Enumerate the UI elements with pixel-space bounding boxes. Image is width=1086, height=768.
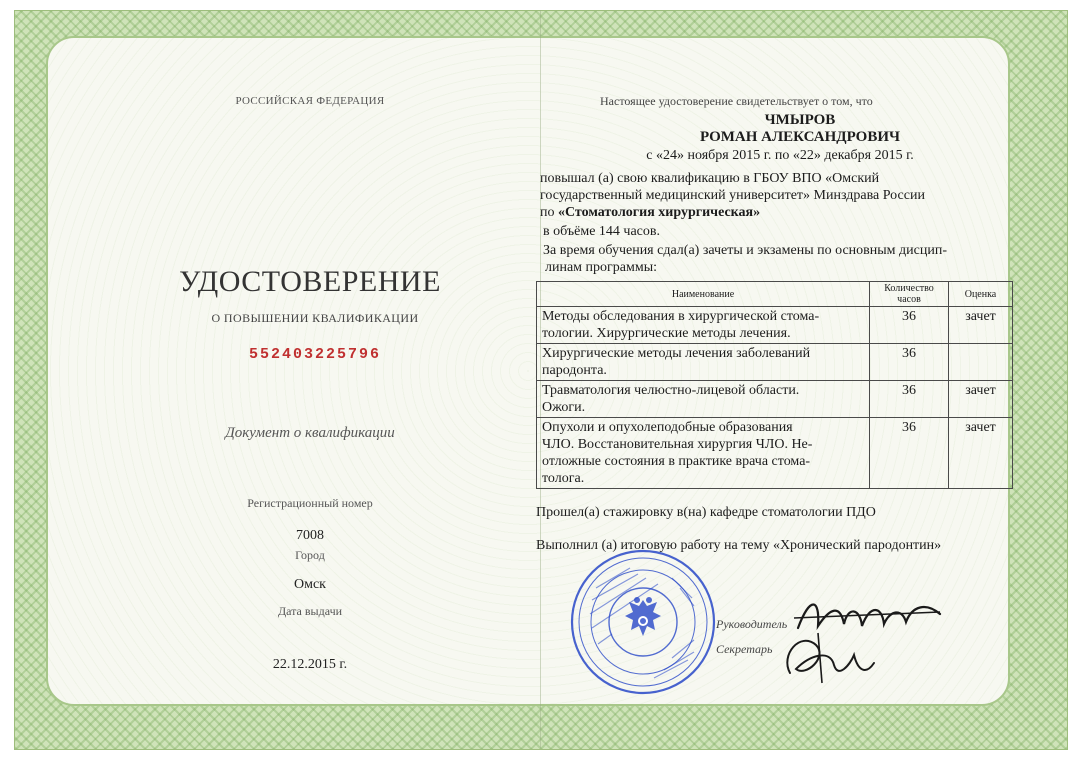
table-header-row [537,282,1013,307]
training-period: с «24» ноября 2015 г. по «22» декабря 2015 г. [646,148,914,163]
serial-number: 552403225796 [248,346,382,363]
certificate-intro: Настоящее удостоверение свидетельствует о том, что [600,94,873,108]
thesis-statement: Выполнил (а) итоговую работу на тему «Хронический пародонтин» [536,538,942,553]
federation-label: РОССИЙСКАЯ ФЕДЕРАЦИЯ [235,95,385,107]
issue-date-value: 22.12.2015 г. [272,657,348,672]
program-prefix: по [540,205,558,220]
exams-line-2: линам программы: [545,260,658,275]
discipline-name [537,381,870,418]
program-name: «Стоматология хирургическая» [558,205,761,220]
qualification-line-1: повышал (а) свою квалификацию в ГБОУ ВПО «Омский [540,171,880,186]
column-header-hours: Количество часов [870,282,949,307]
discipline-name [537,344,870,381]
disciplines-table [536,281,1013,489]
table-row [537,381,1013,418]
discipline-name-line: Травматология челюстно-лицевой области. [542,383,800,398]
document-type-label: Документ о квалификации [225,425,395,441]
discipline-grade [949,344,1013,381]
table-row [537,307,1013,344]
registration-number-label: Регистрационный номер [247,496,373,510]
discipline-grade: зачет [949,307,1013,344]
column-header-name: Наименование [537,282,870,307]
discipline-name-line: Опухоли и опухолеподобные образования [542,420,793,435]
discipline-name-line: Ожоги. [542,400,586,415]
program-hours: в объёме 144 часов. [543,224,660,239]
head-signature-label: Руководитель [716,617,788,631]
secretary-signature [770,625,880,690]
certificate-title: УДОСТОВЕРЕНИЕ [179,265,441,298]
discipline-hours: 36 [870,418,949,489]
secretary-signature-label: Секретарь [716,642,773,656]
holder-name: РОМАН АЛЕКСАНДРОВИЧ [700,129,900,145]
qualification-line-2: государственный медицинский университет» Минздрава России [540,188,925,203]
registration-number-value: 7008 [296,528,324,543]
discipline-name-line: ЧЛО. Восстановительная хирургия ЧЛО. Не- [542,437,813,452]
discipline-name-line: тологии. Хирургические методы лечения. [542,326,791,341]
discipline-hours: 36 [870,381,949,418]
column-header-grade: Оценка [949,282,1013,307]
discipline-name-line: Хирургические методы лечения заболеваний [542,346,811,361]
exams-statement [543,242,1013,276]
city-value: Омск [294,577,326,592]
official-stamp-seal [568,548,718,696]
city-label: Город [295,548,325,562]
discipline-hours: 36 [870,307,949,344]
issue-date-label: Дата выдачи [277,604,343,618]
discipline-grade: зачет [949,418,1013,489]
program-line [540,205,1000,221]
discipline-name-line: толога. [542,471,585,486]
qualification-statement [540,170,1000,204]
discipline-name [537,418,870,489]
table-row [537,418,1013,489]
table-row [537,344,1013,381]
holder-surname: ЧМЫРОВ [764,112,836,128]
discipline-name-line: Методы обследования в хирургической стома- [542,309,820,324]
discipline-name-line: пародонта. [542,363,607,378]
discipline-hours: 36 [870,344,949,381]
internship-statement: Прошел(а) стажировку в(на) кафедре стоматологии ПДО [536,505,876,520]
discipline-name [537,307,870,344]
exams-line-1: За время обучения сдал(а) зачеты и экзамены по основным дисцип- [543,243,947,258]
certificate-subtitle: О ПОВЫШЕНИИ КВАЛИФИКАЦИИ [211,311,419,325]
discipline-name-line: отложные состояния в практике врача стома- [542,454,811,469]
discipline-grade: зачет [949,381,1013,418]
